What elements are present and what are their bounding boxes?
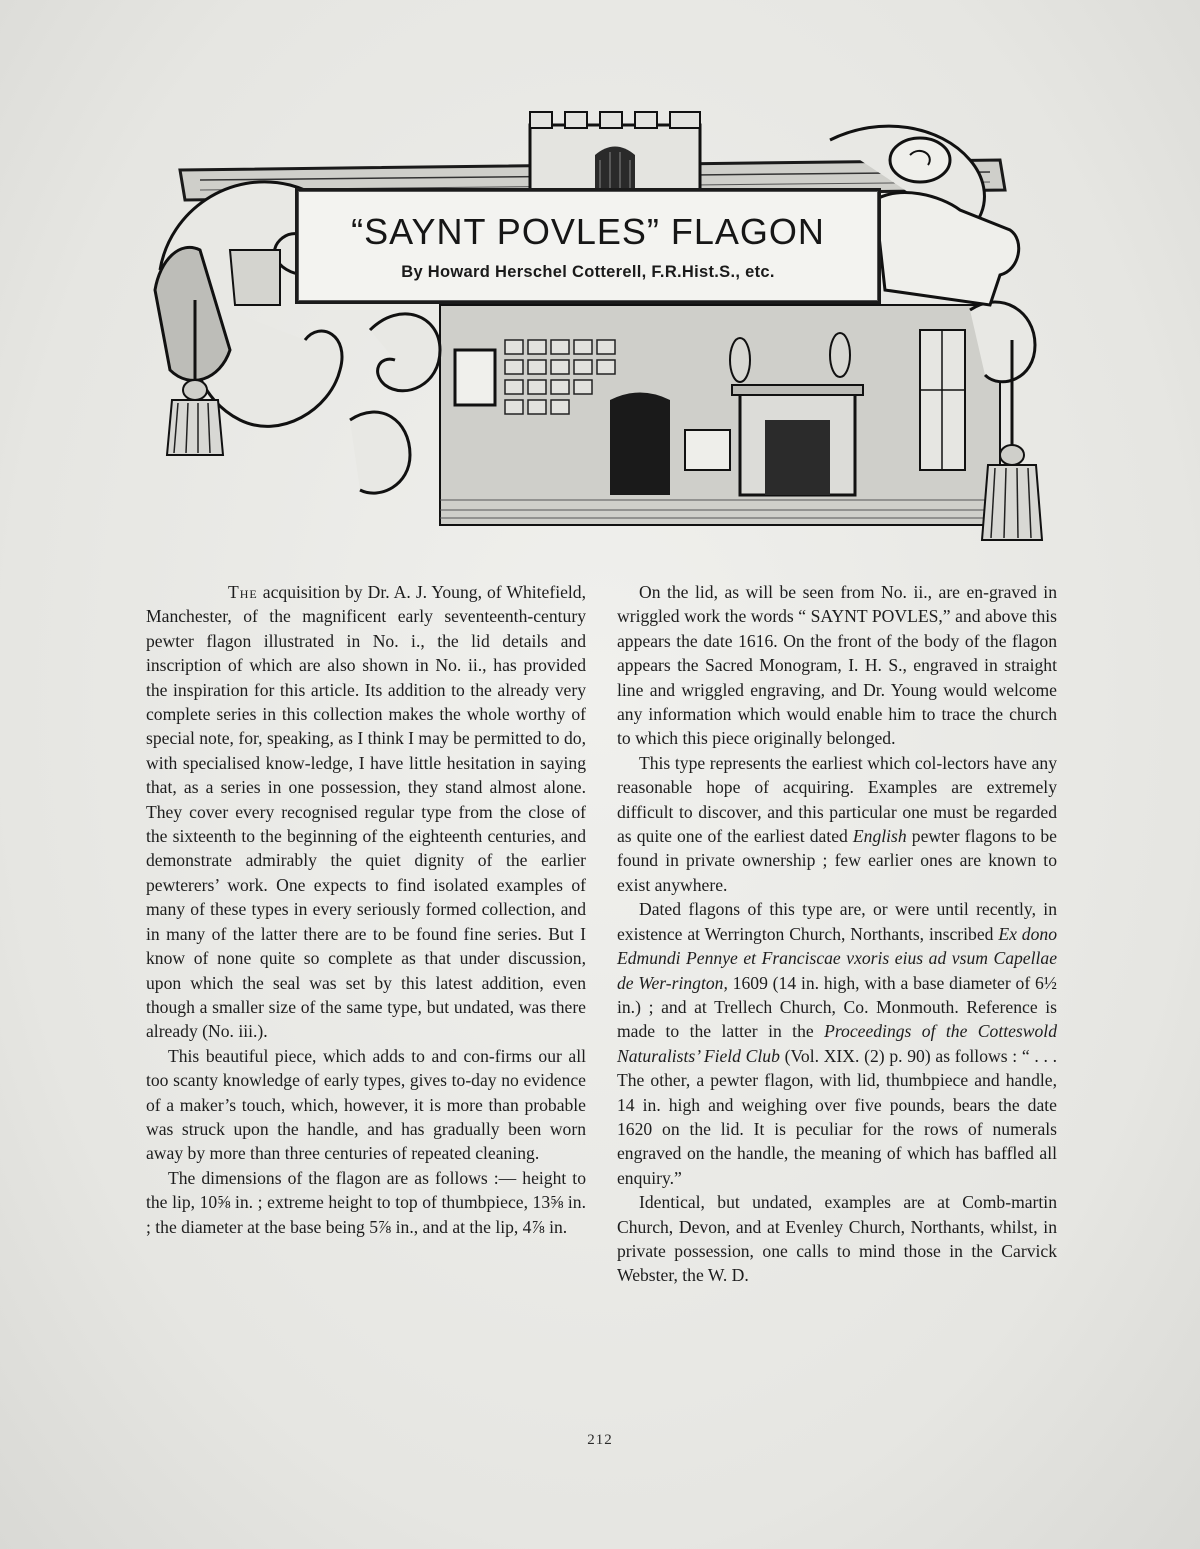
paragraph: On the lid, as will be seen from No. ii., are en-graved in wriggled work the words “ SAYNT POVLES,” and above this appears the date 1616. On the front of the body of the flagon appears the Sacred Monogram, I. H. S., engraved in straight line and wriggled engraving, and Dr. Young would welcome any information which would enable him to trace the church to which this piece originally belonged. [617,582,1057,749]
paragraph: The dimensions of the flagon are as follows :— height to the lip, 10⅝ in. ; extreme height to top of thumbpiece, 13⅝ in. ; the diameter at the base being 5⅞ in., and at the lip, 4⅞ in. [146,1167,586,1237]
paragraph-text: Dated flagons of this type are, or were until recently, in existence at Werrington Church, Northants, inscribed [617,899,1057,944]
lead-word: The [228,582,258,602]
paragraph-text: acquisition by Dr. A. J. Young, of Whitefield, Manchester, of the magnificent early seventeenth-century pewter flagon illustrated in No. i., the lid details and inscription of which are also shown in No. ii., has provided the inspiration for this article. Its addition to the already very complete series in this collection makes the whole worthy of special note, for, speaking, as I think I may be permitted to do, with specialised know-ledge, I have little hesitation in saying that, as a series in one possession, they stand almost alone. They cover every recognised regular type from the close of the sixteenth to the beginning of the eighteenth centuries, and demonstrate admirably the quiet dignity of the earlier pewterers’ work. One expects to find isolated examples of many of these types in every seriously formed collection, and in many of the latter there are to be found fine series. But I know of none quite so complete as that under discussion, upon which the seal was set by this latest addition, even though a smaller size of the same type, but undated, was there already (No. iii.). [146,582,586,1042]
inscription-text: Ex dono Edmundi Pennye et Franciscae vxoris eius ad vsum Capellae de Wer-rington, [617,923,1057,993]
title-panel [295,188,881,304]
paragraph [146,580,586,1044]
right-column [617,580,1057,1288]
paragraph-text: pewter flagons to be found in private ownership ; few earlier ones are known to exist anywhere. [617,826,1057,895]
page-number: 212 [587,1432,613,1448]
paragraph-text: 1609 (14 in. high, with a base diameter of 6½ in.) ; and at Trellech Church, Co. Monmouth. Reference is made to the latter in the [617,972,1057,1042]
paragraph-text: (Vol. XIX. (2) p. 90) as follows : “ . . . The other, a pewter flagon, with lid, thumbpiece and handle, 14 in. high and weighing over five pounds, bears the date 1620 on the lid. It is peculiar for the rows of numerals engraved on the handle, the meaning of which has baffled all enquiry.” [617,1045,1057,1188]
left-column [146,580,586,1239]
byline: By Howard Herschel Cotterell, F.R.Hist.S., etc. [401,263,775,281]
paragraph [617,897,1057,1190]
header-illustration [140,100,1045,570]
article-title: “SAYNT POVLES” FLAGON [351,211,825,252]
emphasis-text: English [852,826,907,847]
paragraph: This beautiful piece, which adds to and con-firms our all too scanty knowledge of early types, gives to-day no evidence of a maker’s touch, which, however, it is more than probable was struck upon the handle, and has gradually been worn away by more than three centuries of repeated cleaning. [146,1045,586,1164]
interior-room-icon [440,305,1000,525]
paragraph-text: This type represents the earliest which col-lectors have any reasonable hope of acquiring. Examples are extremely difficult to discover, and this particular one must be regarded as quite one of the earliest dated [617,752,1057,847]
paragraph [617,751,1057,897]
paragraph: Identical, but undated, examples are at Comb-martin Church, Devon, and at Evenley Church, Northants, whilst, in private possession, one calls to mind those in the Carvick Webster, the W. D. [617,1192,1057,1286]
publication-title: Proceedings of the Cotteswold Naturalists’ Field Club [617,1021,1057,1066]
